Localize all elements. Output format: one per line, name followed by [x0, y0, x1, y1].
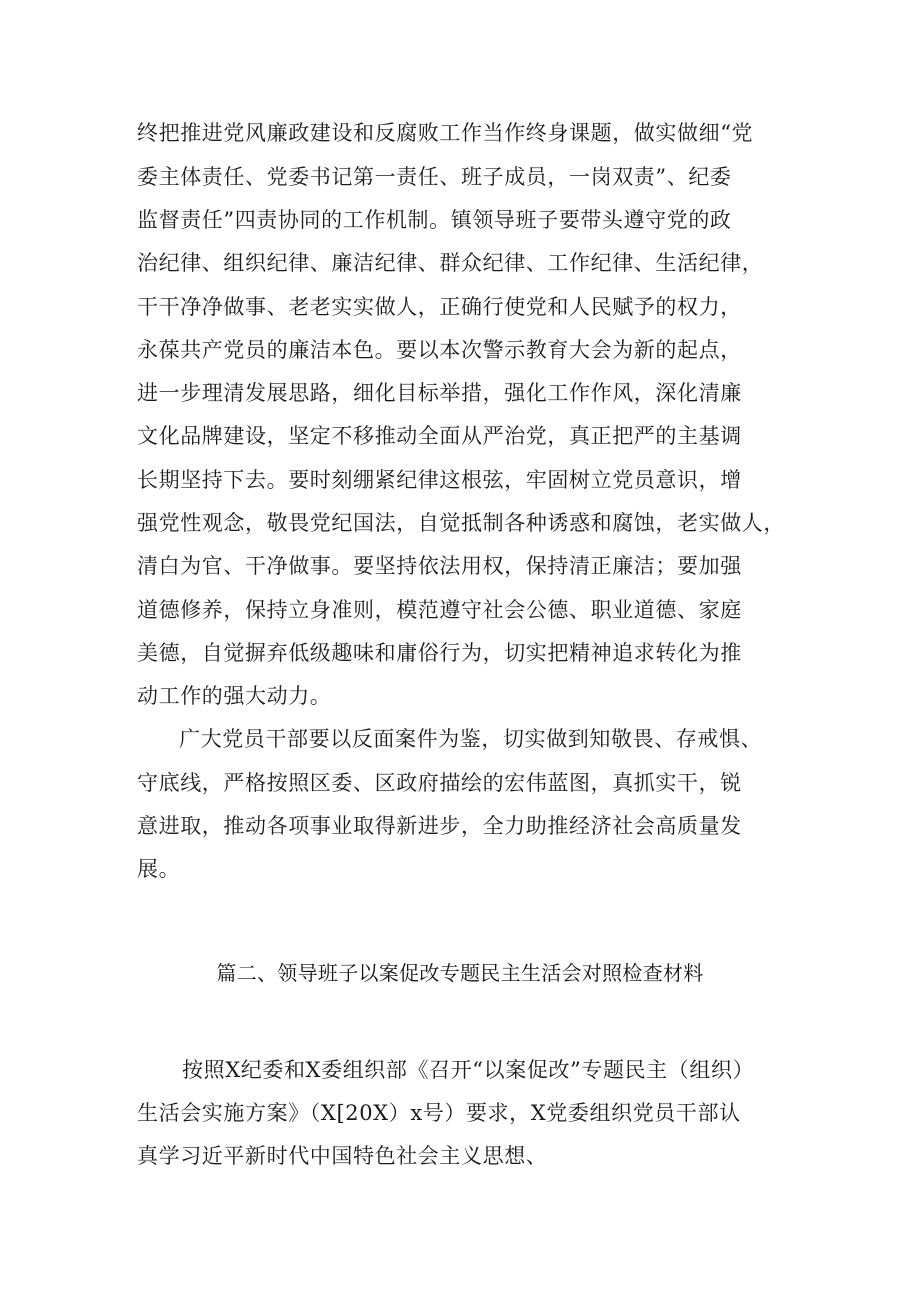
- paragraph-1-line-10: 强党性观念，敬畏党纪国法，自觉抵制各种诱惑和腐蚀，老实做人，: [137, 511, 785, 535]
- paragraph-1-line-6: 永葆共产党员的廉洁本色。要以本次警示教育大会为新的起点，: [137, 338, 742, 362]
- paragraph-1-line-7: 进一步理清发展思路，细化目标举措，强化工作作风，深化清廉: [137, 381, 742, 405]
- paragraph-1-line-9: 长期坚持下去。要时刻绷紧纪律这根弦，牢固树立党员意识，增: [137, 468, 742, 492]
- paragraph-1-line-1: 终把推进党风廉政建设和反腐败工作当作终身课题，做实做细“党: [137, 121, 754, 145]
- paragraph-1-line-8: 文化品牌建设，坚定不移推动全面从严治党，真正把严的主基调: [137, 424, 742, 448]
- paragraph-1-line-14: 动工作的强大动力。: [137, 684, 332, 708]
- paragraph-1-line-3: 监督责任”四责协同的工作机制。镇领导班子要带头遵守党的政: [137, 208, 732, 232]
- paragraph-1-line-2: 委主体责任、党委书记第一责任、班子成员，一岗双责”、纪委: [137, 165, 732, 189]
- paragraph-3-line-3: 真学习近平新时代中国特色社会主义思想、: [137, 1144, 548, 1168]
- paragraph-3-line-1: 按照X纪委和X委组织部《召开“以案促改”专题民主（组织）: [182, 1058, 755, 1082]
- paragraph-1-line-5: 干干净净做事、老老实实做人，正确行使党和人民赋予的权力，: [137, 295, 742, 319]
- paragraph-2-line-4: 展。: [137, 857, 181, 881]
- paragraph-1-line-13: 美德，自觉摒弃低级趣味和庸俗行为，切实把精神追求转化为推: [137, 641, 742, 665]
- paragraph-1-line-4: 治纪律、组织纪律、廉洁纪律、群众纪律、工作纪律、生活纪律，: [137, 251, 764, 275]
- paragraph-2-line-3: 意进取，推动各项事业取得新进步，全力助推经济社会高质量发: [137, 814, 742, 838]
- paragraph-3-line-2: 生活会实施方案》（X[20X）x号）要求，X党委组织党员干部认: [137, 1101, 741, 1125]
- paragraph-2-line-2: 守底线，严格按照区委、区政府描绘的宏伟蓝图，真抓实干，锐: [137, 771, 742, 795]
- paragraph-1-line-12: 道德修养，保持立身准则，模范遵守社会公德、职业道德、家庭: [137, 598, 742, 622]
- section-heading: 篇二、领导班子以案促改专题民主生活会对照检查材料: [216, 961, 704, 985]
- paragraph-1-line-11: 清白为官、干净做事。要坚持依法用权，保持清正廉洁；要加强: [137, 554, 742, 578]
- paragraph-2-line-1: 广大党员干部要以反面案件为鉴，切实做到知敬畏、存戒惧、: [179, 727, 763, 751]
